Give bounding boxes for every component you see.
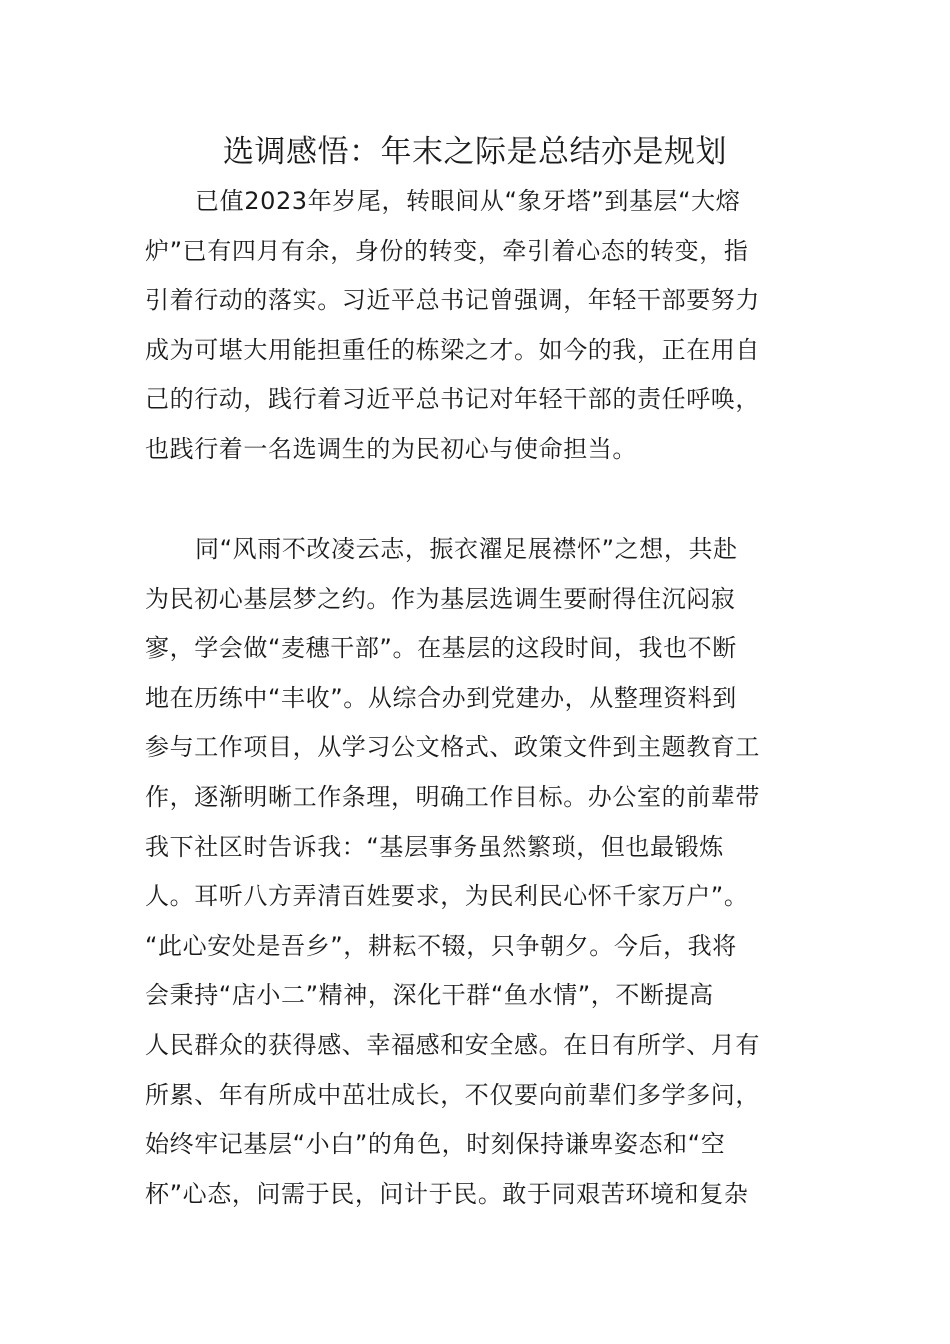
text-line: 己的行动，践行着习近平总书记对年轻干部的责任呼唤，: [145, 385, 760, 414]
paragraph-1: [145, 177, 810, 475]
text-line: 会秉持“店小二”精神，深化干群“鱼水情”，不断提高: [145, 981, 714, 1010]
text-line: 始终牢记基层“小白”的角色，时刻保持谦卑姿态和“空: [145, 1130, 726, 1159]
text-line: “此心安处是吾乡”，耕耘不辍，只争朝夕。今后，我将: [145, 931, 737, 960]
text-line: 成为可堪大用能担重任的栋梁之才。如今的我，正在用自: [145, 335, 760, 364]
text-line: 人民群众的获得感、幸福感和安全感。在日有所学、月有: [145, 1030, 760, 1059]
text-line: 地在历练中“丰收”。从综合办到党建办，从整理资料到: [145, 683, 737, 712]
text-line: 作，逐渐明晰工作条理，明确工作目标。办公室的前辈带: [145, 782, 760, 811]
paragraph-2: [145, 525, 810, 1219]
text-line: 炉”已有四月有余，身份的转变，牵引着心态的转变，指: [145, 236, 749, 265]
text-line: 所累、年有所成中茁壮成长，不仅要向前辈们多学多问，: [145, 1080, 760, 1109]
text-line: 人。耳听八方弄清百姓要求，为民利民心怀千家万户”。: [145, 882, 749, 911]
text-line: 同“风雨不改凌云志，振衣濯足展襟怀”之想，共赴: [195, 535, 738, 563]
text-line: 为民初心基层梦之约。作为基层选调生要耐得住沉闷寂: [145, 584, 736, 613]
document-title: 选调感悟：年末之际是总结亦是规划: [223, 134, 727, 170]
text-line: 引着行动的落实。习近平总书记曾强调，年轻干部要努力: [145, 286, 760, 315]
text-line: 我下社区时告诉我：“基层事务虽然繁琐，但也最锻炼: [145, 832, 724, 861]
text-line: 寥，学会做“麦穗干部”。在基层的这段时间，我也不断: [145, 634, 737, 663]
text-line: 杯”心态，问需于民，问计于民。敢于同艰苦环境和复杂: [145, 1179, 749, 1208]
text-line: 参与工作项目，从学习公文格式、政策文件到主题教育工: [145, 733, 760, 762]
text-line: 已值2023年岁尾，转眼间从“象牙塔”到基层“大熔: [195, 187, 741, 215]
text-line: 也践行着一名选调生的为民初心与使命担当。: [145, 434, 637, 463]
